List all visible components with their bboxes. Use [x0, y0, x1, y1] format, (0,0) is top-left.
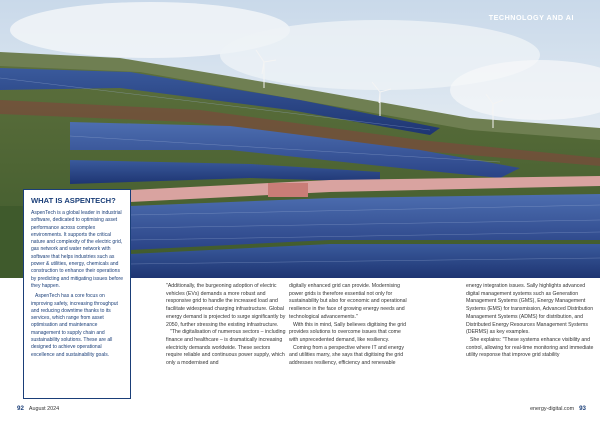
- article-column-2: [289, 283, 411, 368]
- footer-left: [17, 405, 59, 412]
- paragraph: With this in mind, Sally believes digitising the grid provides solutions to overcome issues that come with unprecedented demand, like resiliency.: [289, 321, 407, 343]
- article-column-1: [166, 283, 286, 368]
- paragraph: "Additionally, the burgeoning adoption of electric vehicles (EVs) demands a more robust and responsive grid to handle the increased load and facilitate widespread charging infrastructure. Global energy demand is projected to surge significantly by 2050, further stressing the existing infrastructure.: [166, 283, 286, 328]
- sidebar-paragraph: AspenTech is a global leader in industrial software, dedicated to optimising asset performance across complex environments. It supports the critical nature and complexity of the electric grid, gas network and water network with software that helps industries such as power & utilities, energy, chemicals and construction to enhance their operations by predicting and mitigating issues before they happen.: [31, 210, 123, 289]
- section-label: TECHNOLOGY AND AI: [488, 13, 574, 22]
- paragraph: "The digitalisation of numerous sectors – including finance and healthcare – is dramatically increasing electricity demands worldwide. These sectors require reliable and continuous power supply, which only a modernised and: [166, 329, 286, 367]
- page-number-right: 93: [579, 405, 586, 412]
- sidebar-title: WHAT IS ASPENTECH?: [31, 196, 116, 205]
- website-link[interactable]: energy-digital.com: [530, 406, 575, 412]
- sidebar-box: [23, 189, 131, 399]
- issue-date: August 2024: [28, 406, 60, 412]
- footer-right: [530, 405, 586, 412]
- paragraph: digitally enhanced grid can provide. Modernising power grids is therefore essential not only for sustainability but also for economic and operational resilience in the face of growing energy needs and technological advancements.": [289, 283, 407, 320]
- sidebar-paragraph: AspenTech has a core focus on improving safety, increasing throughput and reducing downtime thanks to its services, which range from asset optimisation and maintenance management to supply chain and sustainability solutions. These are all designed to achieve operational excellence and sustainability goals.: [31, 293, 118, 358]
- paragraph: She explains: "These systems enhance visibility and control, allowing for real-time monitoring and immediate utility response that improve grid stability: [466, 336, 594, 359]
- paragraph: energy integration issues. Sally highlights advanced digital management systems such as Generation Management Systems (GMS), Energy Management Systems (EMS) for transmission, Advanced Distribution Management Systems (ADMS) for distribution, and Distributed Energy Resources Management Systems (DERMS) as key examples.: [466, 283, 594, 336]
- article-column-3: [466, 283, 594, 360]
- page-number-left: 92: [17, 405, 24, 412]
- paragraph: Coming from a perspective where IT and energy and utilities marry, she says that digitising the grid addresses resiliency, efficiency and renewable: [289, 344, 404, 367]
